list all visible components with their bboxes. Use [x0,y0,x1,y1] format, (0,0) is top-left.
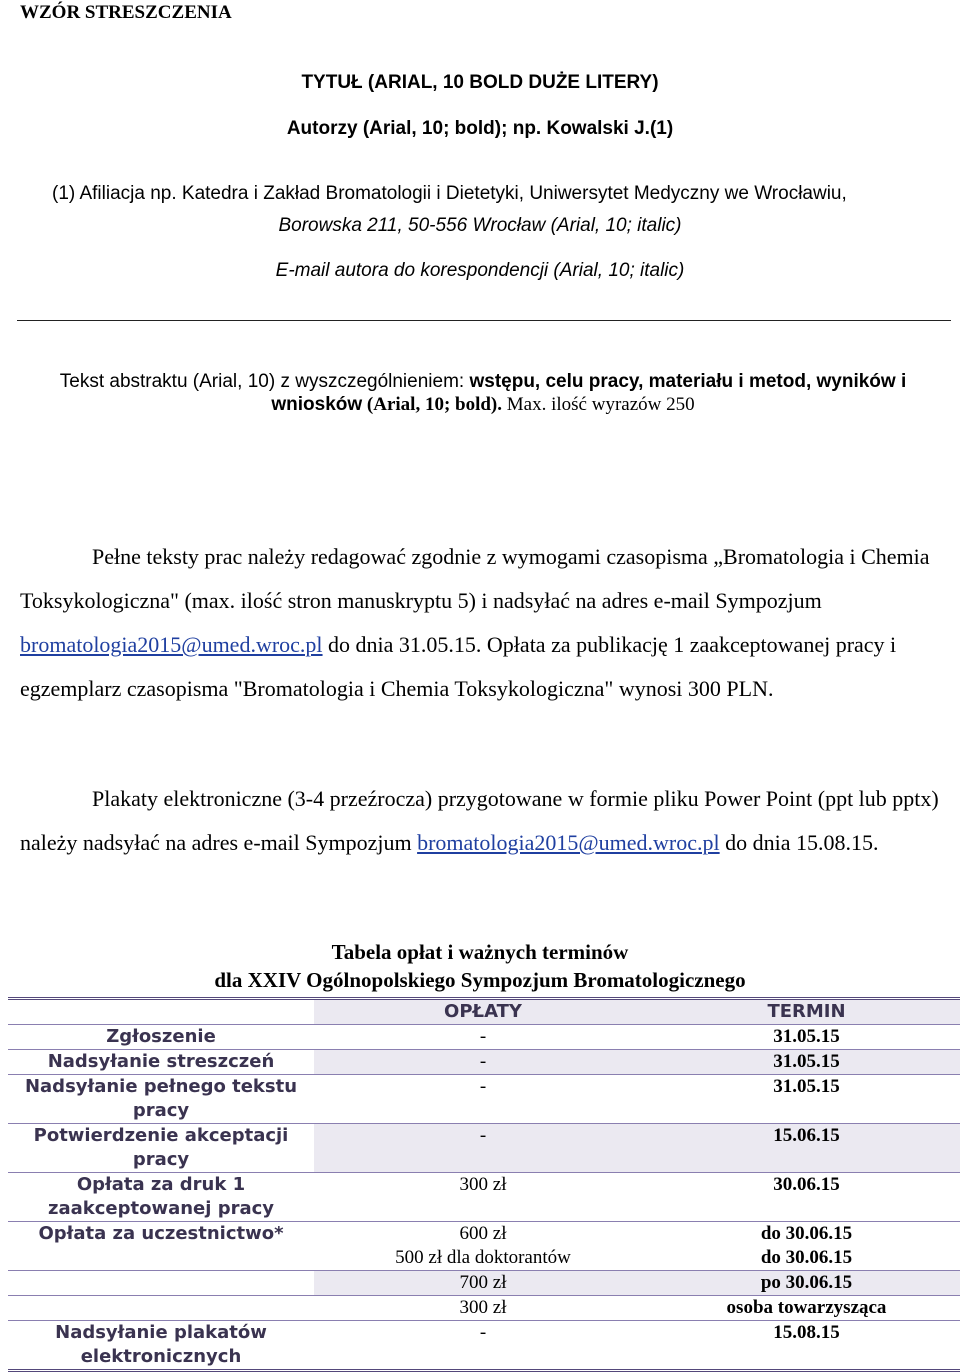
correspondence-email-note: E-mail autora do korespondencji (Arial, 10; italic) [275,260,685,281]
row-fee: 300 zł [314,1173,652,1222]
header-term: TERMIN [652,999,960,1025]
abstract-word-limit: Max. ilość wyrazów 250 [502,394,695,415]
row-term: 30.06.15 [652,1173,960,1222]
full-text-instructions [20,535,945,711]
table-row [8,1296,960,1321]
header-fees: OPŁATY [314,999,652,1025]
row-term: po 30.06.15 [652,1271,960,1296]
authors-template: Autorzy (Arial, 10; bold); np. Kowalski J.(1) [286,118,674,139]
row-term: do 30.06.15 [652,1222,960,1247]
row-term: 31.05.15 [652,1075,960,1124]
table-row [8,1050,960,1075]
abstract-instructions [20,370,946,416]
row-fee: - [314,1321,652,1371]
row-term: do 30.06.15 [760,1247,853,1268]
fees-table [8,997,960,1372]
para2-text-1: Plakaty elektroniczne (3-4 przeźrocza) przygotowane w formie pliku Power Point (ppt lub pptx) należy nadsyłać na adres e-mail Sympozjum [20,786,939,855]
abstract-bold-sections: wstępu, celu pracy, materiału i metod, wyników i wniosków [271,371,907,415]
row-item: Nadsyłanie pełnego tekstu pracy [8,1075,314,1124]
row-item [8,1296,314,1321]
abstract-font-note: (Arial, 10; bold). [362,394,503,415]
row-fee: - [314,1124,652,1173]
table-row [8,1222,960,1247]
row-term: osoba towarzysząca [652,1296,960,1321]
table-header-row [8,999,960,1025]
row-item: Nadsyłanie plakatów elektronicznych [8,1321,314,1371]
header-empty-cell [8,999,314,1025]
row-fee: 500 zł dla doktorantów [395,1247,571,1268]
abstract-title-template: TYTUŁ (ARIAL, 10 BOLD DUŻE LITERY) [301,72,659,93]
table-row [8,1075,960,1124]
separator-line [17,320,951,321]
table-row [8,1271,960,1296]
row-fee: 700 zł [314,1271,652,1296]
row-item [8,1271,314,1296]
fees-table-title [0,938,960,994]
row-fee: - [314,1050,652,1075]
row-term: 31.05.15 [652,1025,960,1050]
poster-instructions [20,777,945,865]
abstract-text: Tekst abstraktu (Arial, 10) z wyszczególnieniem: [59,371,470,392]
affiliation-line-2: Borowska 211, 50-556 Wrocław (Arial, 10; italic) [278,215,682,236]
row-fee: 300 zł [314,1296,652,1321]
affiliation-line-1: (1) Afiliacja np. Katedra i Zakład Bromatologii i Dietetyki, Uniwersytet Medyczny we Wrocławiu, [52,183,847,204]
row-term: 15.06.15 [652,1124,960,1173]
table-row [8,1246,960,1271]
row-item: Nadsyłanie streszczeń [8,1050,314,1075]
row-term: 31.05.15 [652,1050,960,1075]
document-header: WZÓR STRESZCZENIA [20,2,232,23]
para1-text-2: do dnia 31.05.15. Opłata za publikację 1 zaakceptowanej pracy i egzemplarz czasopisma "Bromatologia i Chemia Toksykologiczna" wynosi 300 PLN. [20,632,897,701]
fees-table-title-line-1: Tabela opłat i ważnych terminów [331,940,629,964]
row-item: Zgłoszenie [8,1025,314,1050]
table-row [8,1321,960,1371]
row-item: Potwierdzenie akceptacji pracy [8,1124,314,1173]
row-item [8,1246,314,1271]
email-link-posters[interactable]: bromatologia2015@umed.wroc.pl [417,830,720,855]
table-row [8,1124,960,1173]
email-link-full-texts[interactable]: bromatologia2015@umed.wroc.pl [20,632,323,657]
row-fee: - [314,1075,652,1124]
row-fee: - [314,1025,652,1050]
fees-table-title-line-2: dla XXIV Ogólnopolskiego Sympozjum Bromatologicznego [214,968,746,992]
table-row [8,1173,960,1222]
row-fee: 600 zł [314,1222,652,1247]
row-item: Opłata za druk 1 zaakceptowanej pracy [8,1173,314,1222]
para2-text-2: do dnia 15.08.15. [719,830,879,855]
row-term: 15.08.15 [652,1321,960,1371]
para1-text-1: Pełne teksty prac należy redagować zgodnie z wymogami czasopisma „Bromatologia i Chemia Toksykologiczna" (max. ilość stron manuskryptu 5) i nadsyłać na adres e-mail Sympozjum [20,544,930,613]
table-row [8,1025,960,1050]
row-item: Opłata za uczestnictwo* [8,1222,314,1247]
